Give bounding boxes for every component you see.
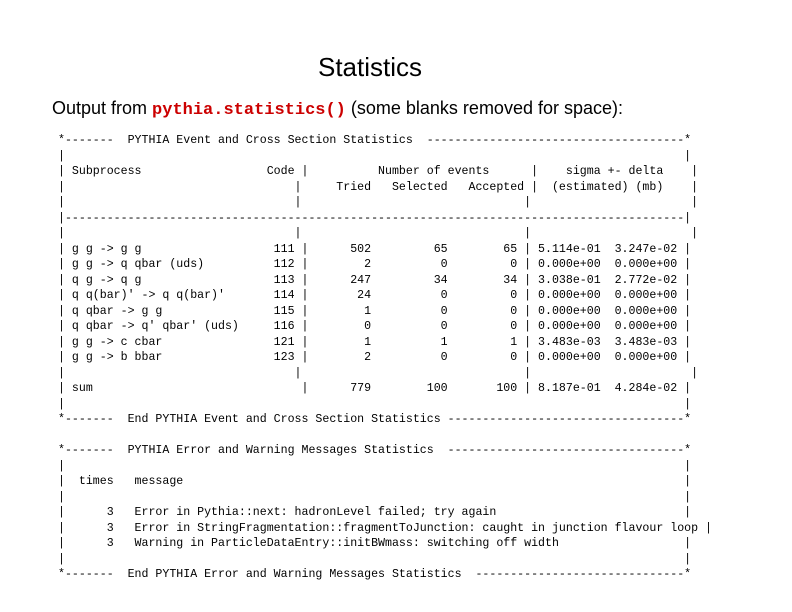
slide-subtitle bbox=[52, 98, 623, 120]
log-line: | 3 Error in StringFragmentation::fragmentToJunction: caught in junction flavour loop | bbox=[58, 521, 712, 535]
log-line: *------- End PYTHIA Error and Warning Messages Statistics ------------------------------* bbox=[58, 568, 692, 581]
log-line: | g g -> b bbar 123 | 2 0 0 | 0.000e+00 0.000e+00 | bbox=[58, 351, 692, 364]
log-line: | q q(bar)' -> q q(bar)' 114 | 24 0 0 | 0.000e+00 0.000e+00 | bbox=[58, 289, 692, 302]
log-line: | sum | 779 100 100 | 8.187e-01 4.284e-02 | bbox=[58, 382, 692, 395]
log-line: | | | | bbox=[58, 196, 699, 209]
subtitle-code: pythia.statistics() bbox=[152, 101, 346, 120]
log-line: | Subprocess Code | Number of events | sigma +- delta | bbox=[58, 165, 699, 178]
log-line: | q g -> q g 113 | 247 34 34 | 3.038e-01 2.772e-02 | bbox=[58, 273, 692, 287]
log-line: | | bbox=[58, 149, 692, 163]
log-line: | | | | bbox=[58, 227, 699, 240]
log-line: | g g -> q qbar (uds) 112 | 2 0 0 | 0.000e+00 0.000e+00 | bbox=[58, 258, 692, 271]
log-line: | | bbox=[58, 490, 692, 504]
log-line: *------- End PYTHIA Event and Cross Section Statistics ----------------------------------* bbox=[58, 413, 692, 426]
subtitle-prefix: Output from bbox=[52, 98, 153, 118]
slide-title: Statistics bbox=[317, 52, 423, 82]
log-line: | | bbox=[58, 552, 692, 566]
statistics-log bbox=[58, 133, 712, 583]
log-line: | q qbar -> g g 115 | 1 0 0 | 0.000e+00 0.000e+00 | bbox=[58, 304, 692, 318]
log-line: | times message | bbox=[58, 475, 692, 488]
log-line: *------- PYTHIA Event and Cross Section Statistics -------------------------------------* bbox=[58, 134, 692, 147]
log-line: | | bbox=[58, 459, 692, 473]
log-line: | g g -> c cbar 121 | 1 1 1 | 3.483e-03 3.483e-03 | bbox=[58, 335, 692, 349]
subtitle-suffix: (some blanks removed for space): bbox=[345, 98, 624, 118]
log-line: | 3 Warning in ParticleDataEntry::initBWmass: switching off width | bbox=[58, 537, 692, 550]
log-line: | | Tried Selected Accepted | (estimated) (mb) | bbox=[58, 180, 699, 194]
log-line: | | | | bbox=[58, 366, 699, 380]
log-line: | 3 Error in Pythia::next: hadronLevel failed; try again | bbox=[58, 506, 692, 519]
log-line: |-----------------------------------------------------------------------------------------| bbox=[58, 211, 692, 225]
log-line: *------- PYTHIA Error and Warning Messages Statistics ----------------------------------* bbox=[58, 444, 692, 457]
log-line: | g g -> g g 111 | 502 65 65 | 5.114e-01 3.247e-02 | bbox=[58, 242, 692, 256]
log-line: | | bbox=[58, 397, 692, 411]
log-line: | q qbar -> q' qbar' (uds) 116 | 0 0 0 | 0.000e+00 0.000e+00 | bbox=[58, 320, 692, 333]
